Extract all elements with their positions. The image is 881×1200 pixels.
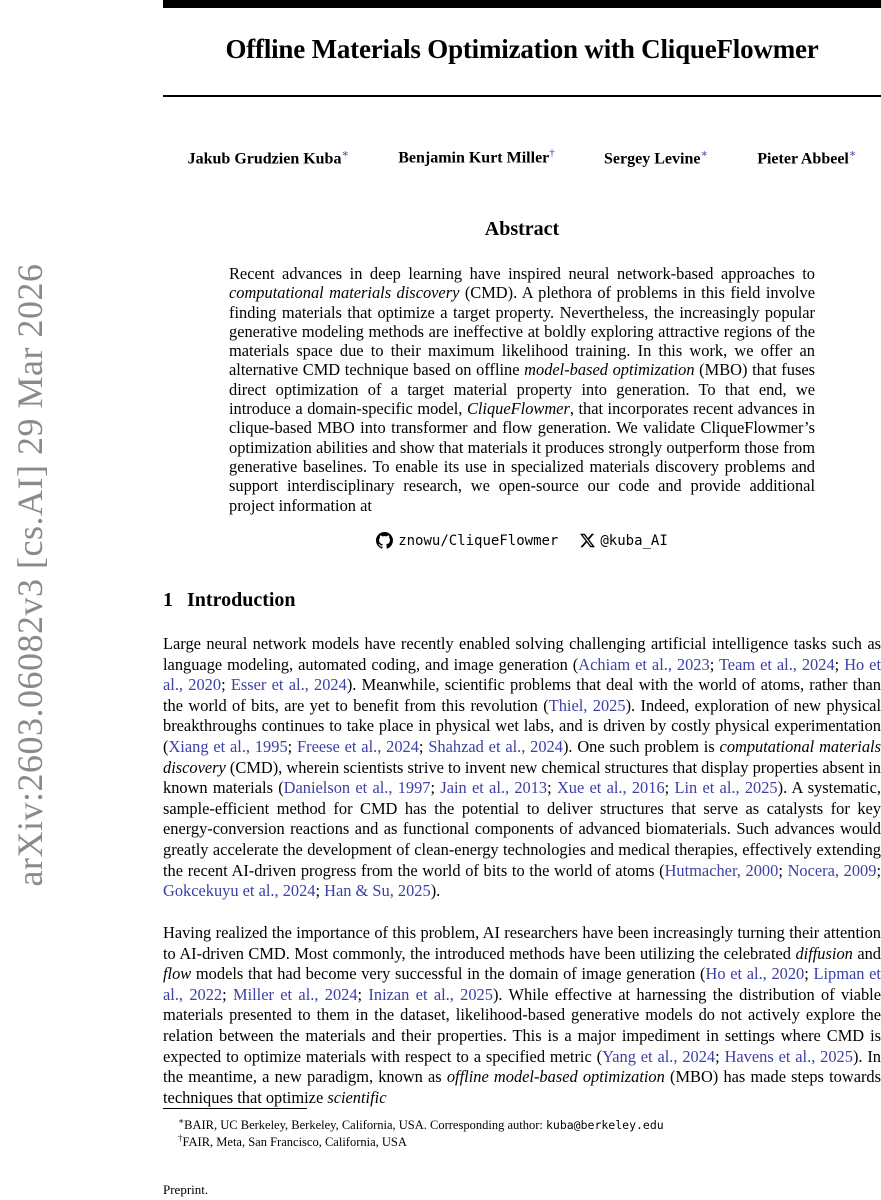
citation-link[interactable]: Lipman et al., 2022 bbox=[163, 964, 881, 1004]
citation-link[interactable]: Freese et al., 2024 bbox=[297, 736, 419, 756]
title-top-rule bbox=[163, 0, 881, 8]
footnote-2: †FAIR, Meta, San Francisco, California, USA bbox=[178, 1133, 407, 1150]
citation-link[interactable]: Xiang et al., 1995 bbox=[168, 736, 288, 756]
citation-link[interactable]: Han & Su, 2025 bbox=[324, 881, 431, 901]
citation-link[interactable]: Nocera, 2009 bbox=[787, 860, 877, 880]
citation-link[interactable]: Miller et al., 2024 bbox=[233, 984, 358, 1004]
citation-link[interactable]: Havens et al., 2025 bbox=[724, 1046, 853, 1066]
x-link[interactable]: @kuba_AI bbox=[580, 532, 667, 549]
citation-link[interactable]: Gokcekuyu et al., 2024 bbox=[163, 881, 316, 901]
preprint-label: Preprint. bbox=[163, 1182, 209, 1197]
author: Jakub Grudzien Kuba∗ bbox=[187, 148, 349, 168]
citation-link[interactable]: Danielson et al., 1997 bbox=[283, 778, 431, 798]
citation-link[interactable]: Inizan et al., 2025 bbox=[368, 984, 493, 1004]
intro-paragraph-2: Having realized the importance of this problem, AI researchers have been increasingly turning their attention to AI-driven CMD. Most commonly, the introduced methods have been utilizing the celebrated diffusion and flow models that had become very successful in the domain of image generation (Ho et al., 2020; Lipman et al., 2022; Miller et al., 2024; Inizan et al., 2025). While effective at harnessing the distribution of viable materials presented to them in the dataset, likelihood-based generative models do not actively explore the relation between the materials and their properties. This is a major impediment in settings where CMD is expected to optimize materials with respect to a specified metric (Yang et al., 2024; Havens et al., 2025). In the meantime, a new paradigm, known as offline model-based optimization (MBO) has made steps towards techniques that optimize scientific bbox=[163, 923, 881, 1107]
citation-link[interactable]: Yang et al., 2024 bbox=[602, 1046, 716, 1066]
paper-title: Offline Materials Optimization with CliqueFlowmer bbox=[225, 34, 819, 64]
author: Sergey Levine∗ bbox=[604, 148, 708, 168]
citation-link[interactable]: Team et al., 2024 bbox=[718, 654, 835, 674]
footnote-1: ∗BAIR, UC Berkeley, Berkeley, California, USA. Corresponding author: kuba@berkeley.edu bbox=[178, 1116, 664, 1133]
author: Benjamin Kurt Miller† bbox=[398, 147, 555, 167]
arxiv-identifier: arXiv:2603.06082v3 [cs.AI] 29 Mar 2026 bbox=[10, 263, 50, 887]
x-logo-icon bbox=[580, 533, 595, 548]
citation-link[interactable]: Achiam et al., 2023 bbox=[578, 654, 710, 674]
citation-link[interactable]: Shahzad et al., 2024 bbox=[428, 736, 563, 756]
arxiv-sidebar bbox=[0, 0, 60, 1200]
intro-paragraph-1: Large neural network models have recently enabled solving challenging artificial intelligence tasks such as language modeling, automated coding, and image generation (Achiam et al., 2023; Team et al., 2024; Ho et al., 2020; Esser et al., 2024). Meanwhile, scientific problems that deal with the world of atoms, rather than the world of bits, are yet to benefit from this revolution (Thiel, 2025). Indeed, exploration of new physical breakthroughs continues to take place in physical wet labs, and is driven by costly physical experimentation (Xiang et al., 1995; Freese et al., 2024; Shahzad et al., 2024). One such problem is computational materials discovery (CMD), wherein scientists strive to invent new chemical structures that display properties absent in known materials (Danielson et al., 1997; Jain et al., 2013; Xue et al., 2016; Lin et al., 2025). A systematic, sample-efficient method for CMD has the potential to deliver structures that serve as catalysts for key energy-conversion reactions and as functional components of advanced biomaterials. Such advances would greatly accelerate the development of clean-energy technologies and medical therapies, effectively extending the recent AI-driven progress from the world of bits to the world of atoms (Hutmacher, 2000; Nocera, 2009; Gokcekuyu et al., 2024; Han & Su, 2025). bbox=[163, 634, 881, 901]
author-list bbox=[163, 147, 881, 168]
abstract-body: Recent advances in deep learning have inspired neural network-based approaches to computational materials discovery (CMD). A plethora of problems in this field involve finding materials that optimize a target property. Nevertheless, the increasingly popular generative modeling methods are ineffective at boldly exploring attractive regions of the materials space due to their maximum likelihood training. In this work, we offer an alternative CMD technique based on offline model-based optimization (MBO) that fuses direct optimization of a target material property into generation. To that end, we introduce a domain-specific model, CliqueFlowmer, that incorporates recent advances in clique-based MBO into transformer and flow generation. We validate CliqueFlowmer’s optimization abilities and show that materials it produces strongly outperform those from generative baselines. To enable its use in specialized materials discovery problems and support interdisciplinary research, we open-source our code and provide additional project information at bbox=[229, 264, 815, 515]
title-bottom-rule bbox=[163, 95, 881, 97]
author: Pieter Abbeel∗ bbox=[757, 148, 857, 168]
citation-link[interactable]: Lin et al., 2025 bbox=[674, 778, 778, 798]
citation-link[interactable]: Thiel, 2025 bbox=[548, 695, 626, 715]
citation-link[interactable]: Jain et al., 2013 bbox=[440, 778, 548, 798]
github-icon bbox=[376, 532, 393, 549]
citation-link[interactable]: Ho et al., 2020 bbox=[163, 654, 881, 695]
section-heading-introduction: 1 Introduction bbox=[163, 589, 296, 611]
citation-link[interactable]: Hutmacher, 2000 bbox=[664, 860, 779, 880]
citation-link[interactable]: Esser et al., 2024 bbox=[230, 675, 347, 695]
footnote-rule bbox=[163, 1108, 307, 1109]
citation-link[interactable]: Ho et al., 2020 bbox=[705, 964, 805, 984]
email-link[interactable]: kuba@berkeley.edu bbox=[545, 1118, 664, 1133]
abstract-heading: Abstract bbox=[484, 218, 560, 240]
project-links bbox=[163, 532, 881, 549]
github-link[interactable]: znowu/CliqueFlowmer bbox=[376, 532, 558, 549]
citation-link[interactable]: Xue et al., 2016 bbox=[556, 778, 665, 798]
